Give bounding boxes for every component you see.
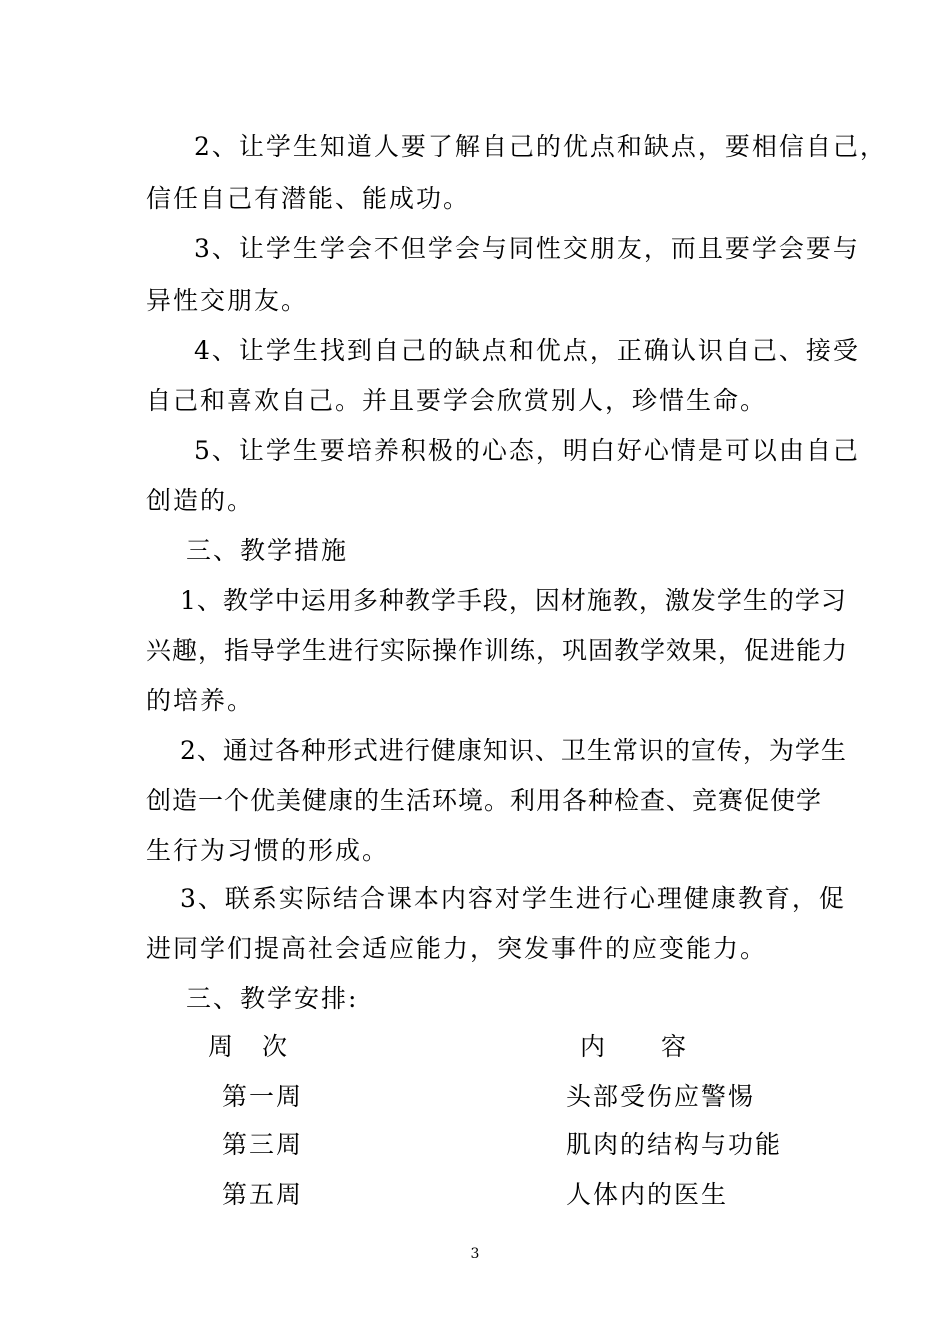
schedule-row-content: 人体内的医生 [566,1180,729,1209]
page-number: 3 [470,1246,480,1262]
schedule-header-week: 周 次 [208,1032,290,1061]
goal-3-line-2: 异性交朋友。 [146,286,309,315]
measure-2-line-1: 2、通过各种形式进行健康知识、卫生常识的宣传，为学生 [180,736,847,765]
measure-3-line-1: 3、联系实际结合课本内容对学生进行心理健康教育，促 [180,884,846,913]
measure-2-line-3: 生行为习惯的形成。 [146,836,390,865]
schedule-row-week: 第一周 [222,1082,304,1111]
schedule-row-week: 第五周 [222,1180,304,1209]
measure-1-line-1: 1、教学中运用多种教学手段，因材施教，激发学生的学习 [180,586,847,615]
goal-2-line-2: 信任自己有潜能、能成功。 [146,184,471,213]
goal-4-line-2: 自己和喜欢自己。并且要学会欣赏别人，珍惜生命。 [146,386,768,415]
schedule-row-content: 肌肉的结构与功能 [566,1130,783,1159]
schedule-row-content: 头部受伤应警惕 [566,1082,756,1111]
measure-3-line-2: 进同学们提高社会适应能力，突发事件的应变能力。 [146,934,768,963]
schedule-row-week: 第三周 [222,1130,304,1159]
goal-5-line-1: 5、让学生要培养积极的心态，明白好心情是可以由自己 [194,436,860,465]
goal-3-line-1: 3、让学生学会不但学会与同性交朋友，而且要学会要与 [194,234,860,263]
goal-5-line-2: 创造的。 [146,486,255,515]
goal-2-line-1: 2、让学生知道人要了解自己的优点和缺点，要相信自己， [194,132,887,161]
measure-1-line-2: 兴趣，指导学生进行实际操作训练，巩固教学效果，促进能力 [146,636,849,665]
measure-2-line-2: 创造一个优美健康的生活环境。利用各种检查、竞赛促使学 [146,786,823,815]
schedule-header-content: 内 容 [580,1032,689,1061]
schedule-heading: 三、教学安排: [186,984,359,1013]
goal-4-line-1: 4、让学生找到自己的缺点和优点，正确认识自己、接受 [194,336,860,365]
measure-1-line-3: 的培养。 [146,686,255,715]
measures-heading: 三、教学措施 [186,536,349,565]
